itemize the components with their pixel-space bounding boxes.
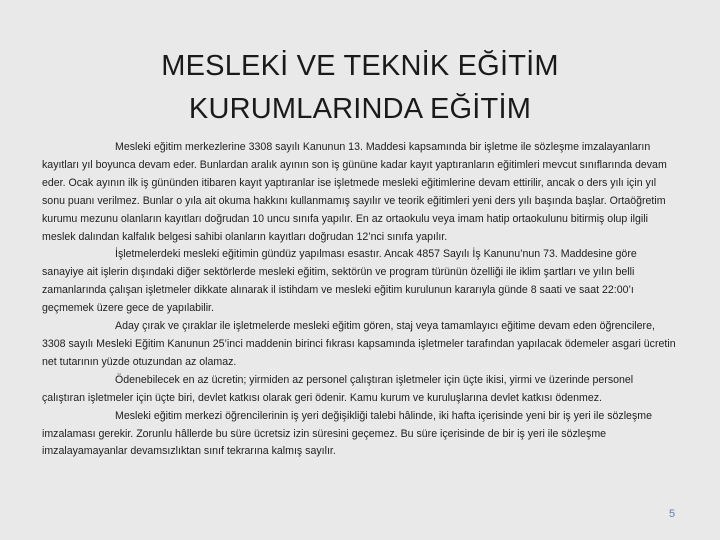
paragraph-state-contribution: Ödenebilecek en az ücretin; yirmiden az personel çalıştıran işletmeler için üçte ikisi, yirmi ve üzerinde personel çalıştıran işletmeler için üçte biri, devlet katkısı olarak geri ödenir. Kamu kurum ve kuruluşlarına devlet katkısı ödenmez.: [42, 373, 634, 404]
paragraph-payments: Aday çırak ve çıraklar ile işletmelerde mesleki eğitim gören, staj veya tamamlayıcı eğitime devam eden öğrencilere, 3308 sayılı Mesleki Eğitim Kanunun 25’inci maddenin birinci fıkrası kapsamında işletmeler tarafından yapılacak ödemeler asgari ücretin net tutarının yüzde otuzundan az olamaz.: [42, 320, 676, 368]
paragraph-workplace-change: Mesleki eğitim merkezi öğrencilerinin iş yeri değişikliği talebi hâlinde, iki hafta içerisinde yeni bir iş yeri ile sözleşme imzalaması gerekir. Zorunlu hâllerde bu süre ücretsiz izin süresini geçemez. Bu süre içerisinde de bir iş yeri ile sözleşme imzalayamayanlar devamsızlıktan sınıf tekrarına kalmış sayılır.: [42, 409, 652, 458]
slide-title-line-2: KURUMLARINDA EĞİTİM: [188, 93, 532, 126]
slide-title-line-1: MESLEKİ VE TEKNİK EĞİTİM: [161, 50, 559, 83]
paragraph-enrollment: Mesleki eğitim merkezlerine 3308 sayılı Kanunun 13. Maddesi kapsamında bir işletme ile sözleşme imzalayanların kayıtları yıl boyunca devam eder. Bunlardan aralık ayının son iş gününe kadar kayıt yaptıranların eğitimleri mevcut sınıflarında devam eder. Ocak ayının ilk iş gününden itibaren kayıt yaptıranlar ise işletmede mesleki eğitimlerine devam ettirilir, ancak o ders yılı için yıl sonu puanı verilmez. Bunlar o yıla ait okuma hakkını kullanmamış sayılır ve teorik eğitimleri yeni ders yılı başında başlar. Ortaöğretim kurumu mezunu olanların kayıtları doğrudan 10 uncu sınıfa yapılır. En az ortaokulu veya imam hatip ortaokulunu bitirmiş olup ilgili meslek dalından kalfalık belgesi sahibi olanların kayıtları doğrudan 12’nci sınıfa yapılır.: [42, 141, 667, 243]
slide-title: [60, 45, 660, 131]
page-number: 5: [668, 508, 676, 520]
slide-body: [42, 139, 678, 461]
paragraph-daytime-training: İşletmelerdeki mesleki eğitimin gündüz yapılması esastır. Ancak 4857 Sayılı İş Kanunu’nun 73. Maddesine göre sanayiye ait işlerin dışındaki diğer sektörlerde mesleki eğitim, sektörün ve program türünün özelliği ile iklim şartları ve yılın belli zamanlarında çalışan işletmeler dikkate alınarak il istihdam ve mesleki eğitim kurulunun kararıyla günde 8 saati ve saat 22:00’ı geçmemek üzere gece de yapılabilir.: [42, 248, 637, 315]
